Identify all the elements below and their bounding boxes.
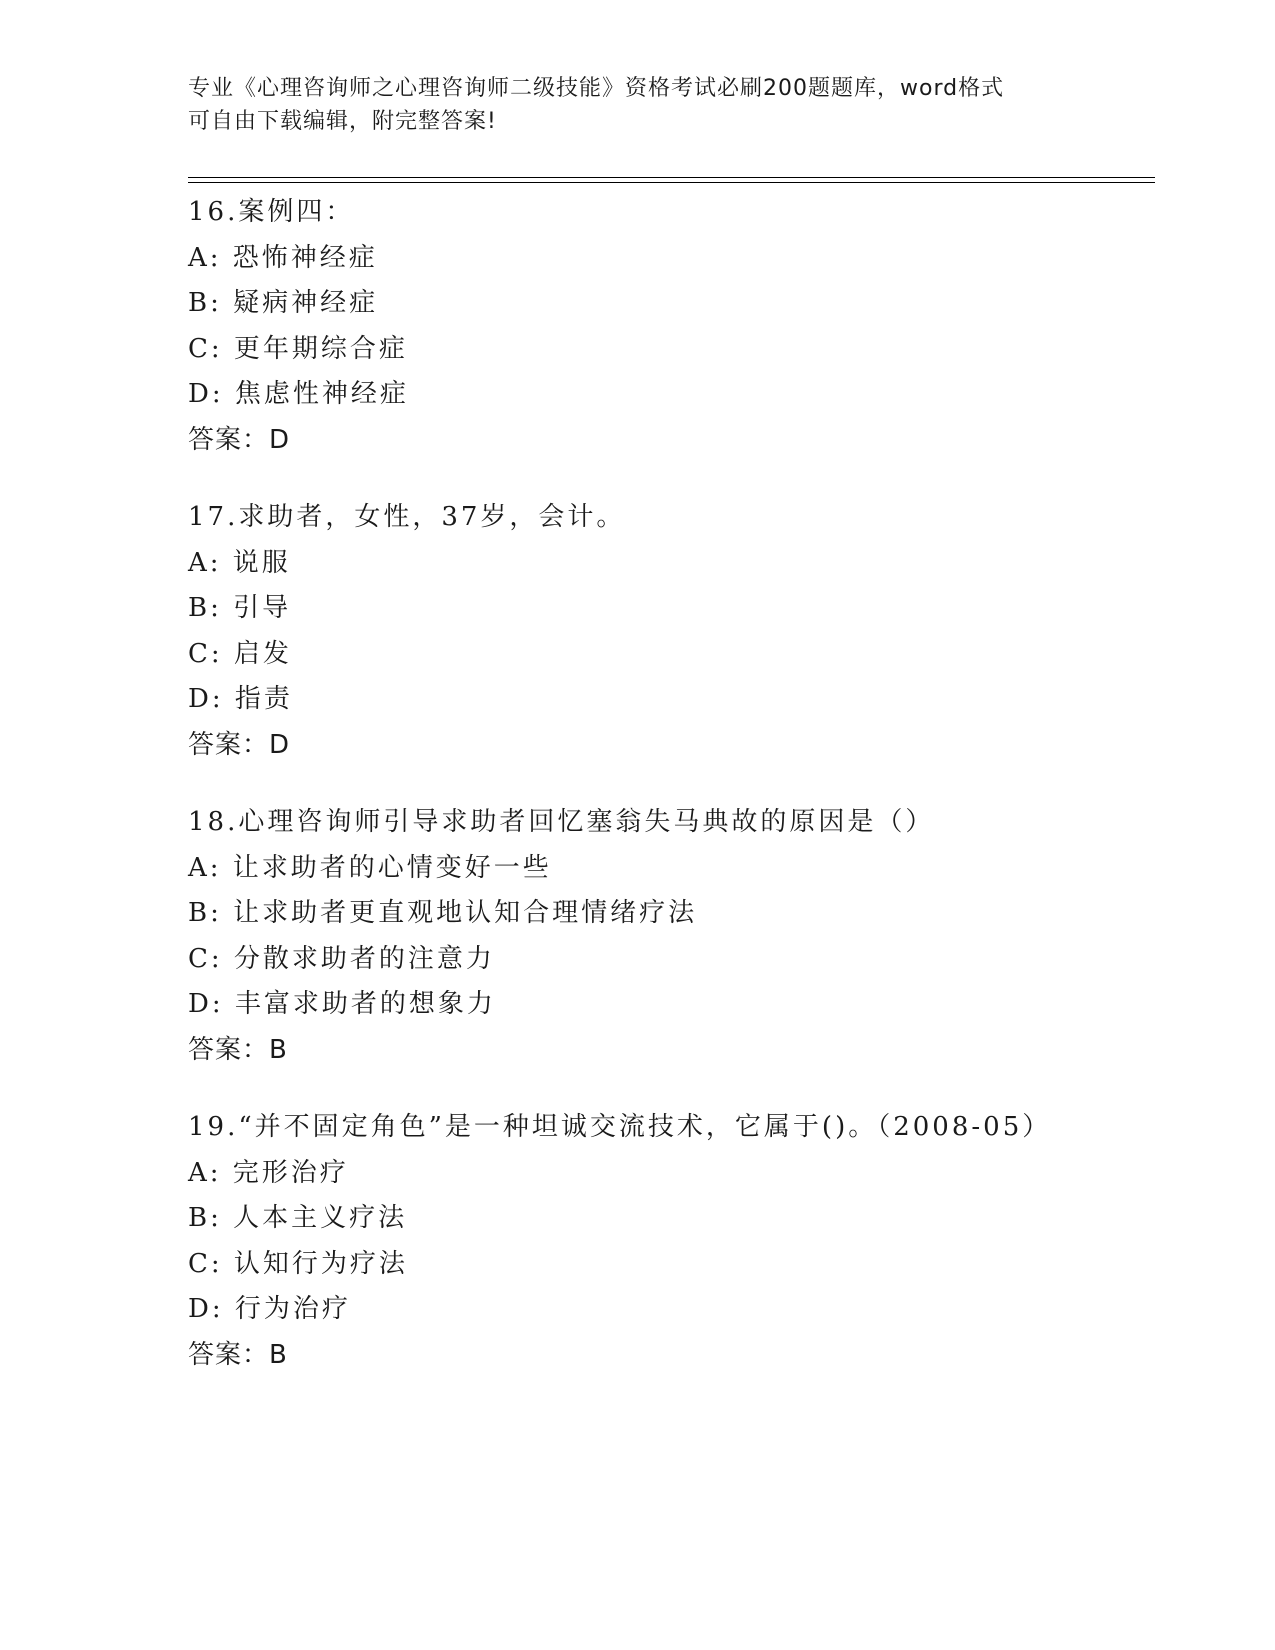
- option-d: D: 指责: [188, 684, 293, 714]
- answer-key: 答案：D: [188, 424, 291, 455]
- header-divider-bottom: [188, 182, 1155, 183]
- question-stem: 17.求助者，女性，37岁，会计。: [188, 502, 626, 532]
- header-divider-top: [188, 177, 1155, 178]
- option-a: A: 说服: [188, 547, 291, 578]
- option-c: C: 更年期综合症: [188, 333, 408, 364]
- question-19: [188, 1105, 1148, 1378]
- option-d: D: 焦虑性神经症: [188, 379, 409, 409]
- option-b: B: 人本主义疗法: [188, 1203, 408, 1233]
- option-d: D: 行为治疗: [188, 1294, 351, 1324]
- answer-key: 答案：B: [188, 1034, 288, 1065]
- question-stem: 16.案例四：: [188, 197, 355, 227]
- option-a: A: 让求助者的心情变好一些: [188, 852, 552, 883]
- question-stem: 19.“并不固定角色”是一种坦诚交流技术，它属于()。（2008-05）: [188, 1112, 1052, 1142]
- option-b: B: 引导: [188, 593, 292, 623]
- option-a: A: 完形治疗: [188, 1157, 349, 1188]
- option-c: C: 分散求助者的注意力: [188, 943, 495, 974]
- question-stem: 18.心理咨询师引导求助者回忆塞翁失马典故的原因是（）: [188, 807, 935, 837]
- question-list: [188, 190, 1148, 1410]
- option-d: D: 丰富求助者的想象力: [188, 989, 496, 1019]
- option-b: B: 疑病神经症: [188, 288, 379, 318]
- option-b: B: 让求助者更直观地认知合理情绪疗法: [188, 898, 698, 928]
- header-line-2: 可自由下载编辑，附完整答案!: [188, 109, 497, 134]
- option-a: A: 恐怖神经症: [188, 242, 378, 273]
- option-c: C: 认知行为疗法: [188, 1248, 408, 1279]
- option-c: C: 启发: [188, 638, 292, 669]
- question-17: [188, 495, 1148, 768]
- document-header: [188, 72, 1088, 138]
- answer-key: 答案：D: [188, 729, 291, 760]
- question-16: [188, 190, 1148, 463]
- answer-key: 答案：B: [188, 1339, 288, 1370]
- question-18: [188, 800, 1148, 1073]
- header-line-1: 专业《心理咨询师之心理咨询师二级技能》资格考试必刷200题题库，word格式: [188, 76, 1005, 101]
